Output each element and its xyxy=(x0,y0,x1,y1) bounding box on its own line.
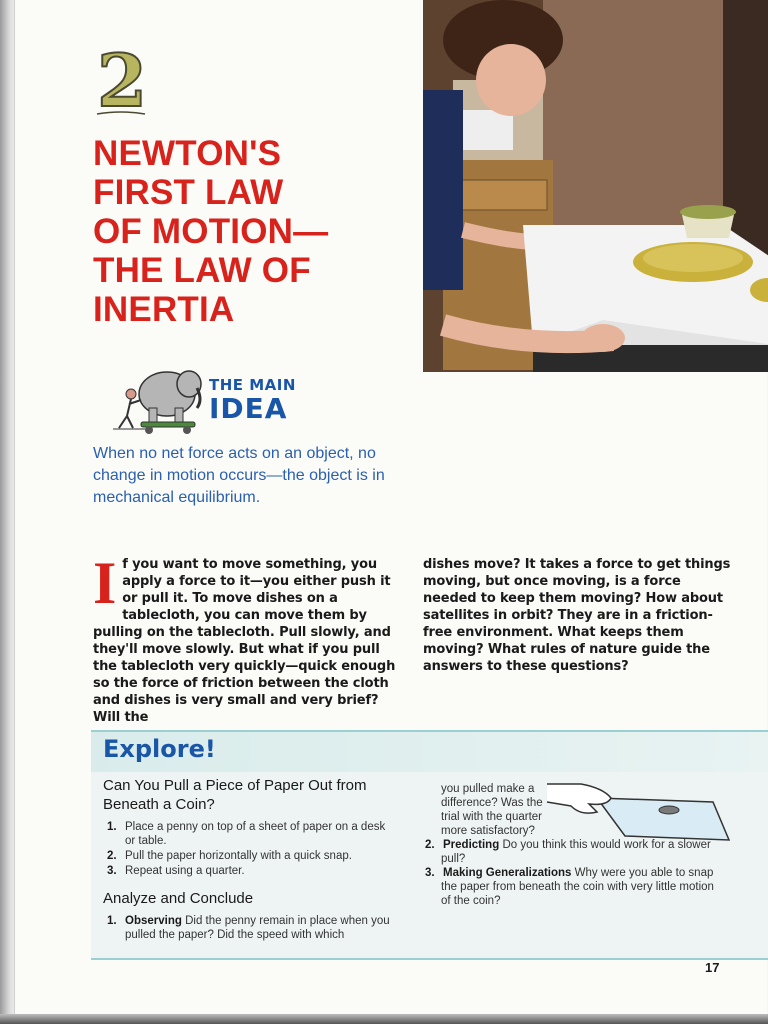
main-idea-heading xyxy=(209,376,349,424)
explore-step: 3. Repeat using a quarter. xyxy=(107,865,245,877)
explore-activity-box xyxy=(91,730,768,960)
explore-title: Explore! xyxy=(103,735,216,763)
chapter-number: 2 xyxy=(97,40,148,120)
page-bottom-edge xyxy=(0,1014,768,1024)
chapter-title xyxy=(93,134,393,329)
textbook-page xyxy=(14,0,767,1016)
chapter-title-line: FIRST LAW xyxy=(93,173,284,212)
chapter-title-line: NEWTON'S xyxy=(93,134,282,173)
analyze-item-observing: 1. Observing Did the penny remain in place when you pulled the paper? Did the speed with which xyxy=(107,915,390,941)
analyze-list-continued xyxy=(425,838,725,908)
intro-paragraph-left xyxy=(93,550,403,726)
explore-step: 2. Pull the paper horizontally with a quick snap. xyxy=(107,850,352,862)
drop-cap: I xyxy=(93,550,117,616)
main-idea-heading-big: IDEA xyxy=(209,392,288,425)
explore-step: 1. Place a penny on top of a sheet of paper on a desk or table. xyxy=(107,821,386,847)
analyze-conclude-heading: Analyze and Conclude xyxy=(103,890,254,907)
elephant-pushing-icon xyxy=(105,356,205,436)
explore-header xyxy=(91,732,768,772)
analyze-item-continued: you pulled make a difference? Was the trial with the quarter more satisfactory? xyxy=(441,783,543,837)
page-number: 17 xyxy=(705,960,720,975)
chapter-number-graphic xyxy=(93,40,149,120)
chapter-title-line: THE LAW OF xyxy=(93,251,311,290)
chapter-title-line: INERTIA xyxy=(93,290,235,329)
explore-steps-list xyxy=(107,820,397,879)
analyze-list xyxy=(107,914,397,942)
analyze-item-predicting: 2. Predicting Do you think this would work for a slower pull? xyxy=(425,839,711,865)
main-idea-heading-small: THE MAIN xyxy=(209,376,296,394)
hand-pulling-paper-icon xyxy=(541,776,731,848)
analyze-item-generalizations: 3. Making Generalizations Why were you able to snap the paper from beneath the coin with very little motion of the coin? xyxy=(425,867,714,907)
main-idea-text: When no net force acts on an object, no change in motion occurs—the object is in mechanical equilibrium. xyxy=(93,445,385,506)
tablecloth-photo xyxy=(423,0,768,372)
intro-text-left: f you want to move something, you apply a force to it—you either push it or pull it. To move dishes on a tablecloth, you can move them by pulling on the tablecloth. Pull slowly, and they'll move slowly. But what if you pull the tablecloth very quickly—quick enough so the force of friction between the cloth and dishes is very small and very brief? Will the xyxy=(93,557,396,725)
intro-paragraph-right: dishes move? It takes a force to get things moving, but once moving, is a force needed to keep them moving? How about satellites in orbit? They are in a friction-free environment. What keeps them moving? What rules of nature guide the answers to these questions? xyxy=(423,557,731,674)
chapter-title-line: OF MOTION— xyxy=(93,212,329,251)
explore-question: Can You Pull a Piece of Paper Out from Beneath a Coin? xyxy=(103,777,367,813)
